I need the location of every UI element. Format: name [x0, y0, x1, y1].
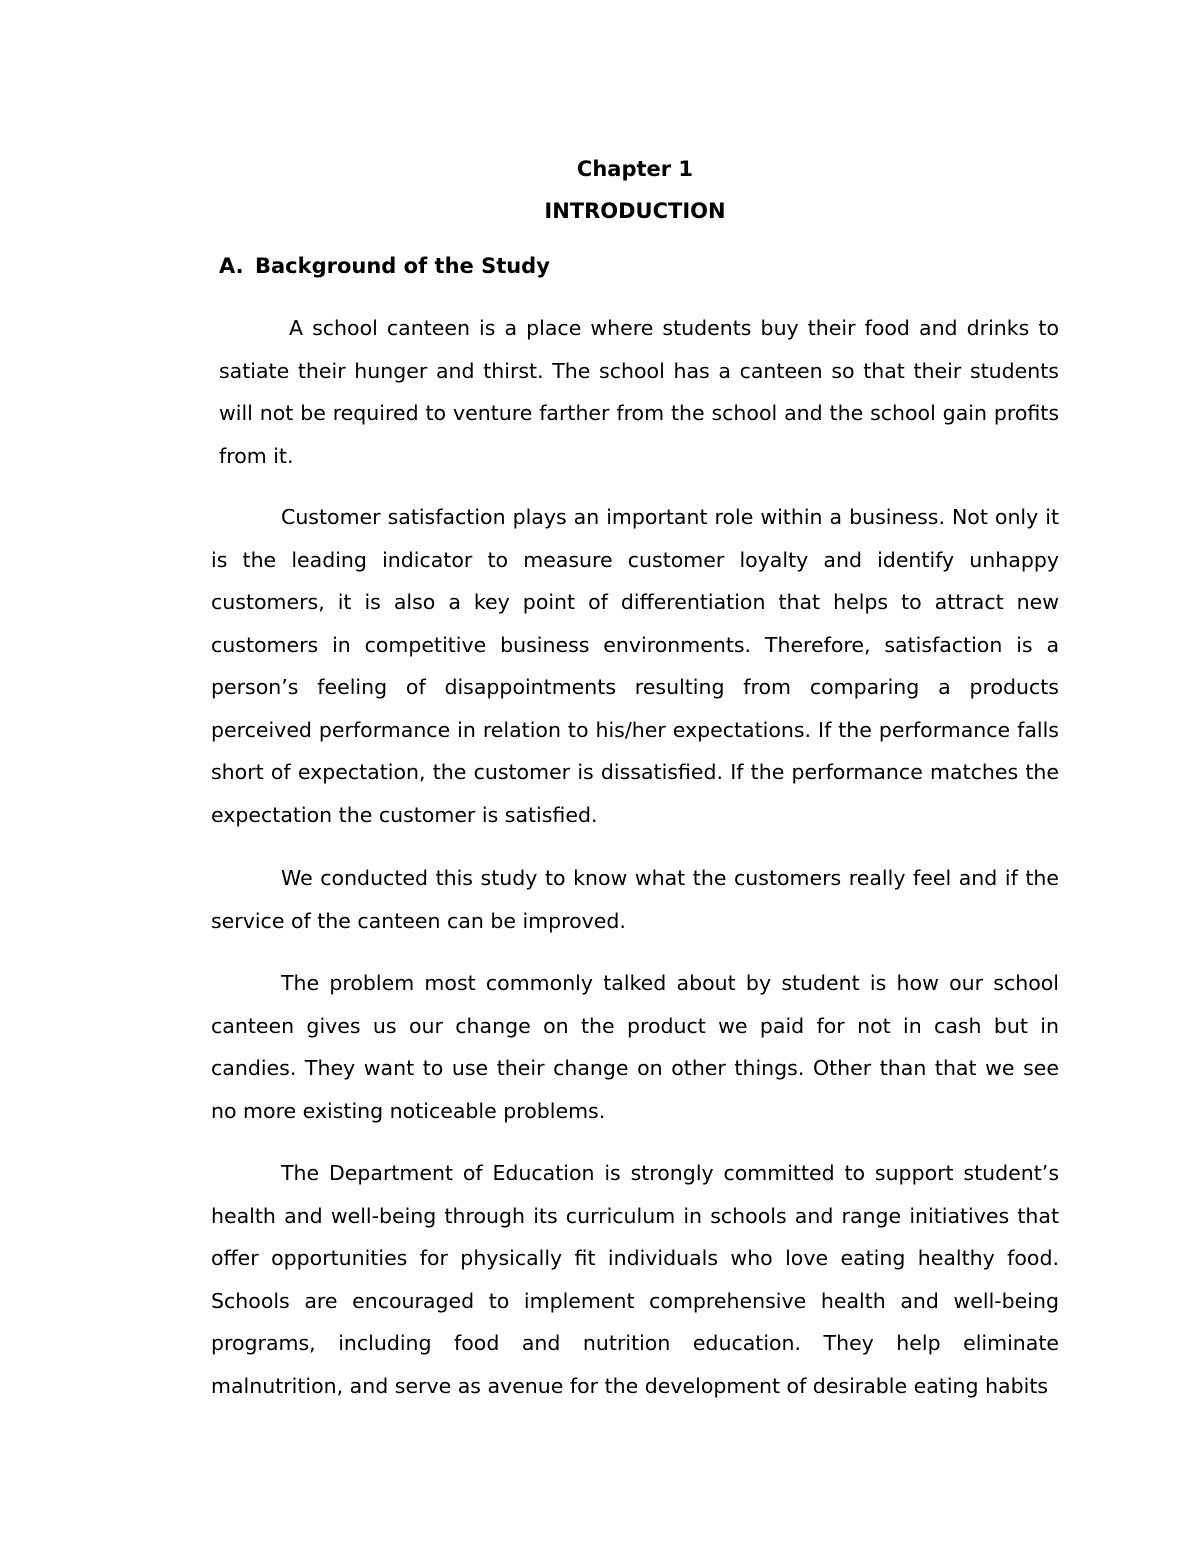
paragraph-customer-satisfaction: Customer satisfaction plays an important role within a business. Not only it is the leading indicator to measure customer loyalty and identify unhappy customers, it is also a key point of differentiation that helps to attract new customers in competitive business environments. Therefore, satisfaction is a person’s feeling of disappointments resulting from comparing a products perceived performance in relation to his/her expectations. If the performance falls short of expectation, the customer is dissatisfied. If the performance matches the expectation the customer is satisfied. [211, 505, 1059, 827]
section-number: A. [219, 254, 244, 278]
chapter-number: Chapter 1 [576, 157, 694, 181]
section-title: Background of the Study [255, 254, 550, 278]
paragraph-deped: The Department of Education is strongly committed to support student’s health and well-being through its curriculum in schools and range initiatives that offer opportunities for physically fit individuals who love eating healthy food. Schools are encouraged to implement comprehensive health and well-being programs, including food and nutrition education. They help eliminate malnutrition, and serve as avenue for the development of desirable eating habits [211, 1161, 1059, 1398]
section-heading [219, 254, 550, 278]
paragraph-canteen-definition: A school canteen is a place where students buy their food and drinks to satiate their hunger and thirst. The school has a canteen so that their students will not be required to venture farther from the school and the school gain profits from it. [219, 316, 1059, 468]
paragraph-study-purpose: We conducted this study to know what the customers really feel and if the service of the canteen can be improved. [211, 866, 1059, 933]
chapter-title: INTRODUCTION [544, 199, 726, 223]
paragraph-problem: The problem most commonly talked about by student is how our school canteen gives us our change on the product we paid for not in cash but in candies. They want to use their change on other things. Other than that we see no more existing noticeable problems. [211, 971, 1059, 1123]
